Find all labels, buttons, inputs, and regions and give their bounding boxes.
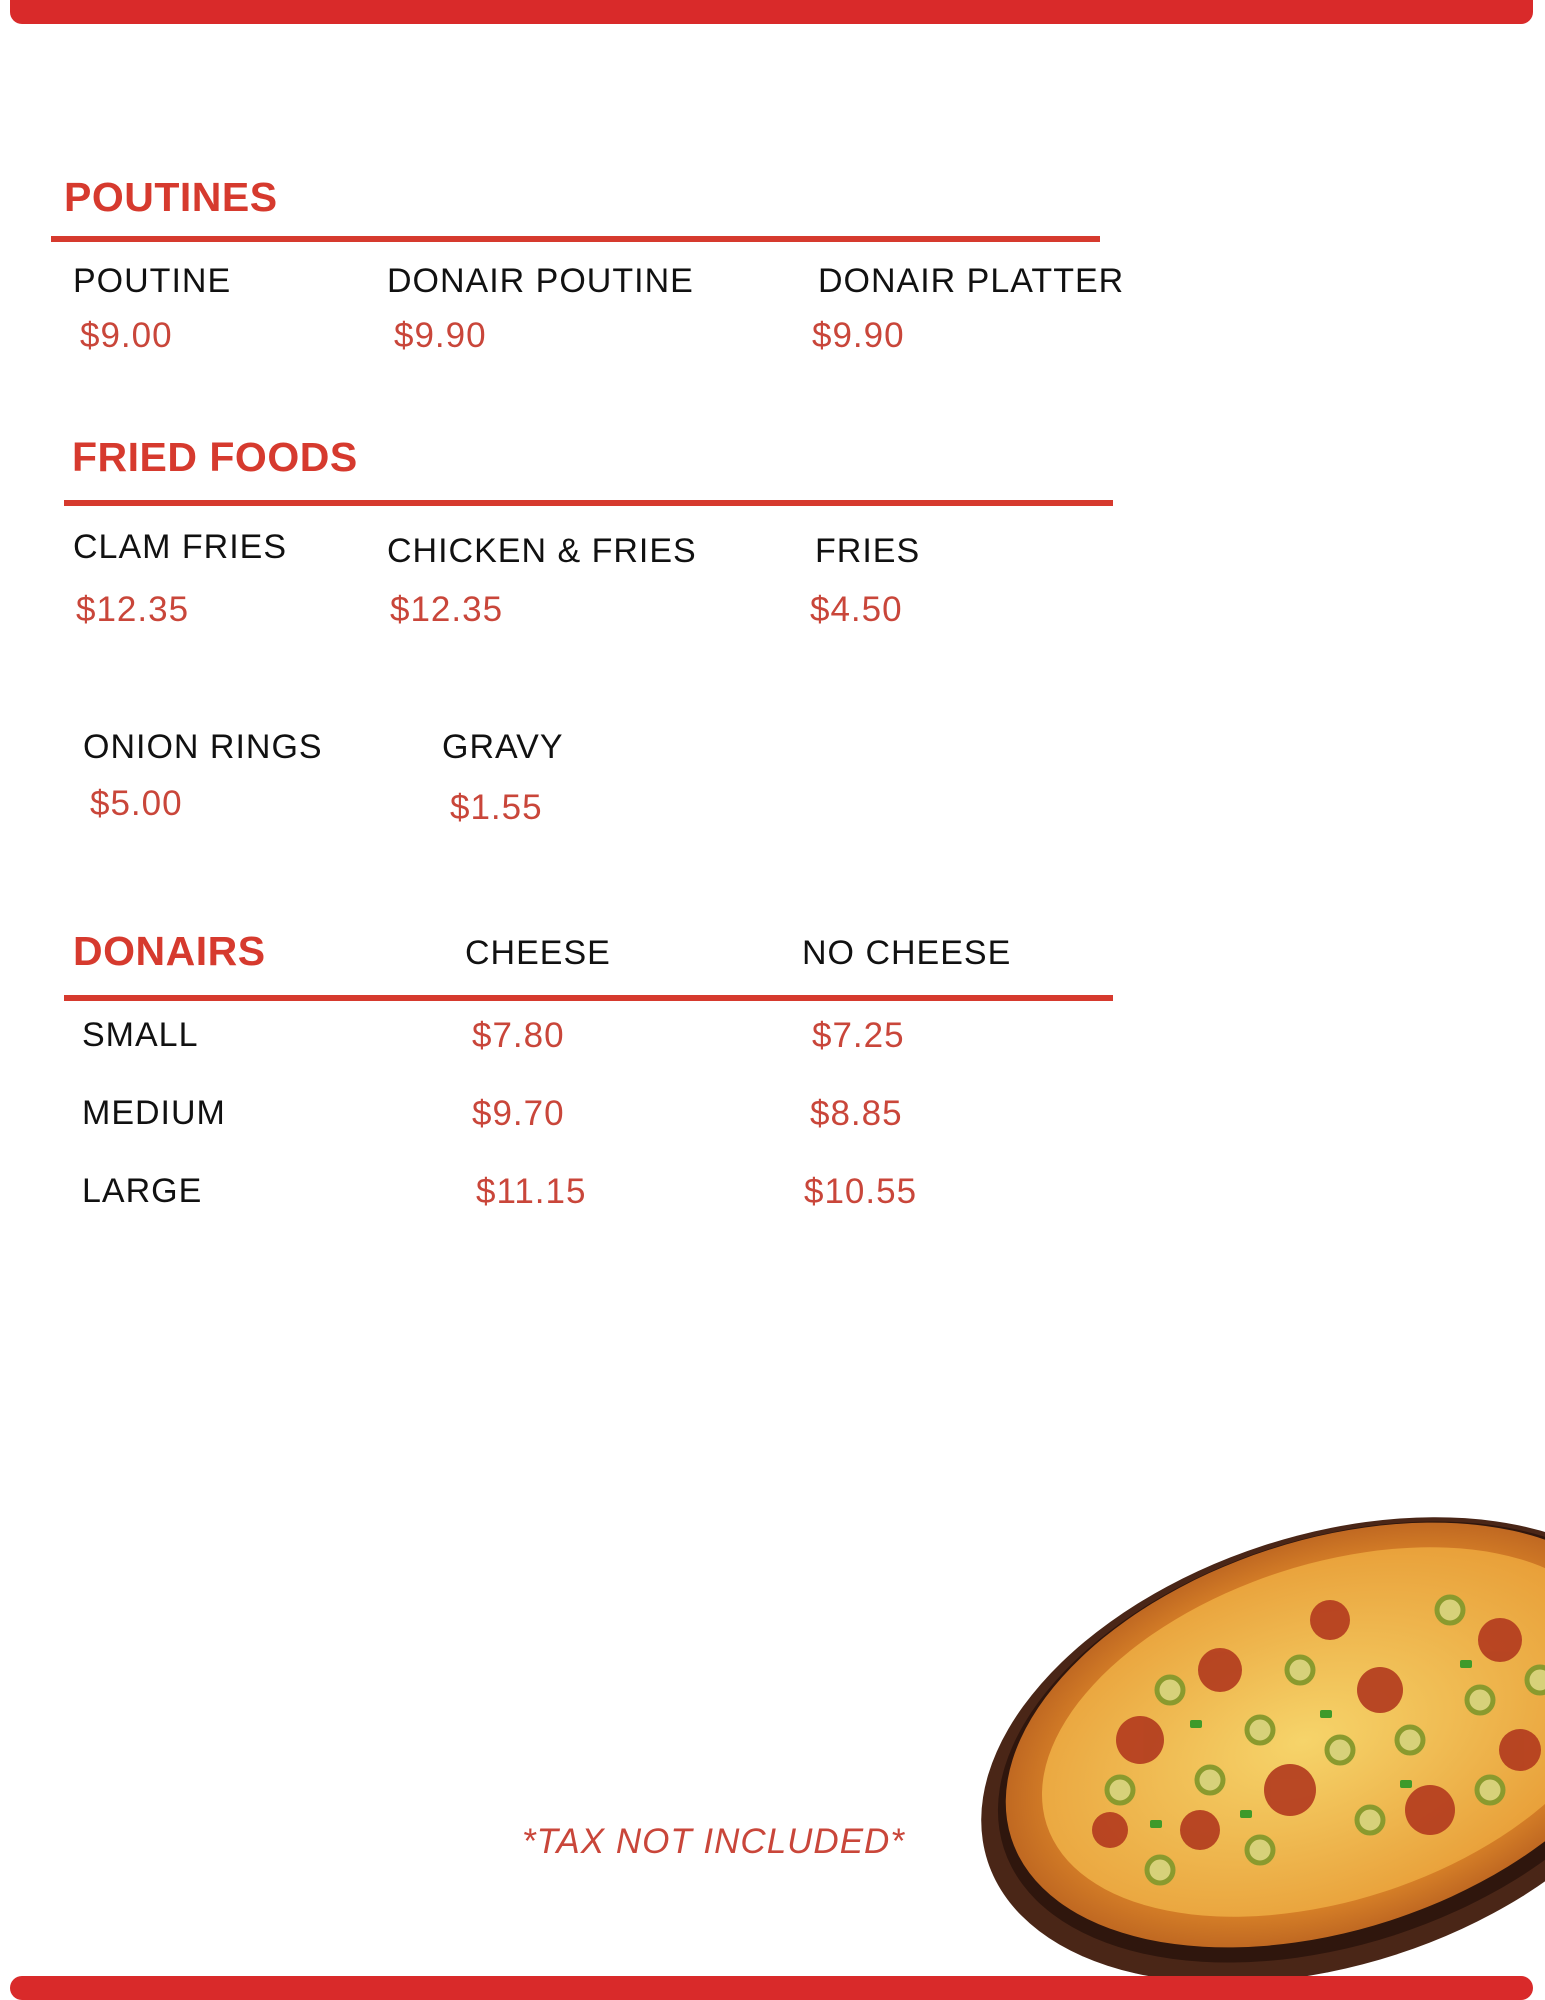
menu-item-price: $12.35 [76, 590, 190, 629]
donair-size: LARGE [82, 1172, 203, 1210]
menu-item-name: GRAVY [442, 728, 564, 766]
menu-item-price: $5.00 [90, 784, 183, 823]
donairs-divider [64, 995, 1113, 1001]
menu-item-price: $9.90 [394, 316, 487, 355]
donair-size: MEDIUM [82, 1094, 226, 1132]
menu-item-price: $9.90 [812, 316, 905, 355]
menu-item-name: CLAM FRIES [73, 528, 288, 566]
menu-item-name: POUTINE [73, 262, 232, 300]
menu-item-name: FRIES [815, 532, 921, 570]
menu-item-price: $1.55 [450, 788, 543, 827]
menu-item-name: DONAIR POUTINE [387, 262, 694, 300]
menu-item-price: $12.35 [390, 590, 504, 629]
donair-price-cheese: $9.70 [472, 1094, 565, 1133]
column-header-cheese: CHEESE [465, 934, 611, 972]
menu-item-name: ONION RINGS [83, 728, 323, 766]
donair-price-no-cheese: $8.85 [810, 1094, 903, 1133]
poutines-divider [51, 236, 1100, 242]
menu-item-name: CHICKEN & FRIES [387, 532, 697, 570]
menu-item-name: DONAIR PLATTER [818, 262, 1125, 300]
donair-price-cheese: $11.15 [476, 1172, 587, 1211]
donairs-heading: DONAIRS [73, 928, 266, 974]
donair-price-cheese: $7.80 [472, 1016, 565, 1055]
fried-foods-divider [64, 500, 1113, 506]
donair-size: SMALL [82, 1016, 199, 1054]
donair-price-no-cheese: $10.55 [804, 1172, 918, 1211]
menu-item-price: $4.50 [810, 590, 903, 629]
poutines-heading: POUTINES [64, 174, 278, 220]
tax-note: *TAX NOT INCLUDED* [522, 1822, 905, 1861]
column-header-no-cheese: NO CHEESE [802, 934, 1012, 972]
top-border-bar [10, 0, 1533, 24]
menu-item-price: $9.00 [80, 316, 173, 355]
fried-foods-heading: FRIED FOODS [72, 434, 358, 480]
bottom-border-bar [10, 1976, 1533, 2000]
donair-price-no-cheese: $7.25 [812, 1016, 905, 1055]
pizza-image [960, 1490, 1545, 1990]
